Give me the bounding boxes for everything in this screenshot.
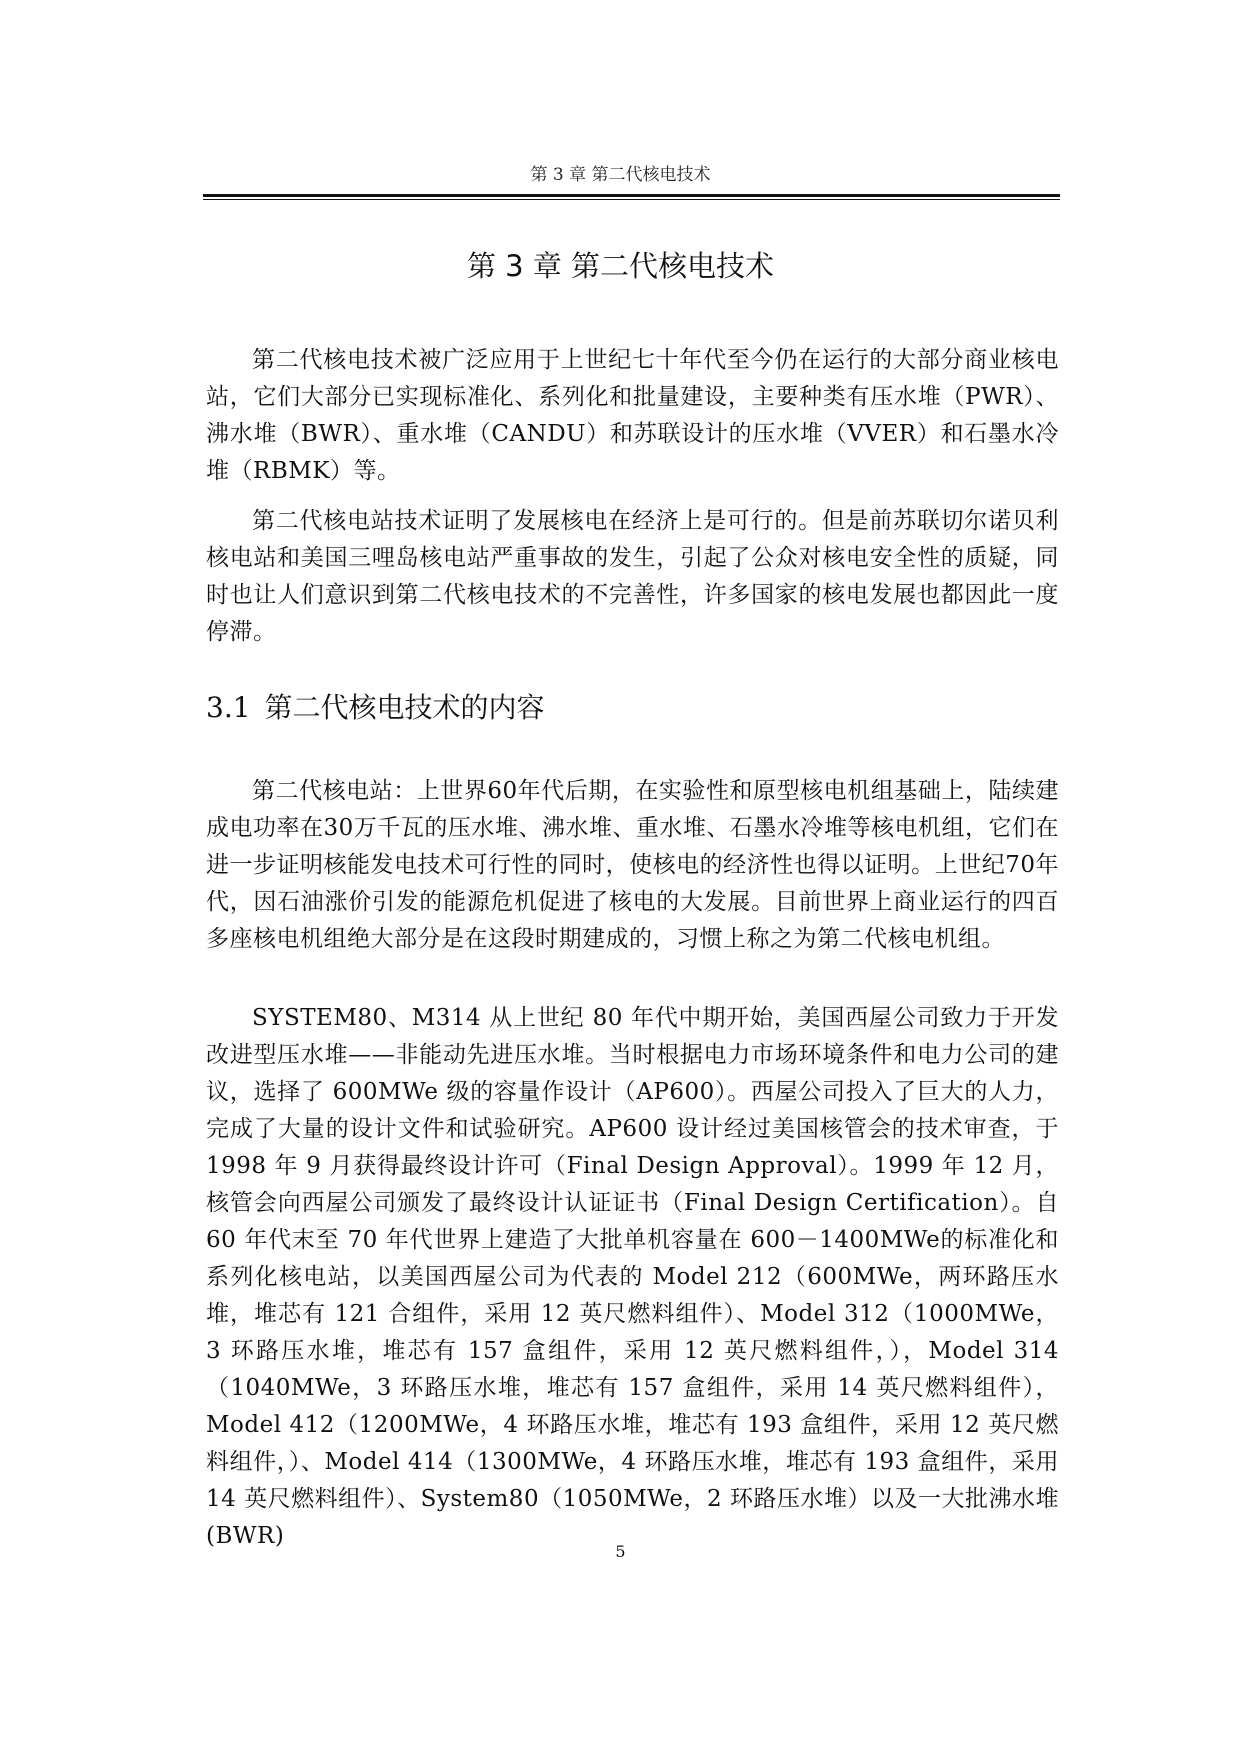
header-rule-thin [203, 199, 1060, 200]
paragraph-intro: 第二代核电技术被广泛应用于上世纪七十年代至今仍在运行的大部分商业核电站，它们大部分已实现标准化、系列化和批量建设，主要种类有压水堆（PWR）、沸水堆（BWR）、重水堆（CANDU）和苏联设计的压水堆（VVER）和石墨水冷堆（RBMK）等。 [206, 347, 1059, 484]
paragraph-safety: 第二代核电站技术证明了发展核电在经济上是可行的。但是前苏联切尔诺贝利核电站和美国三哩岛核电站严重事故的发生，引起了公众对核电安全性的质疑，同时也让人们意识到第二代核电技术的不完善性，许多国家的核电发展也都因此一度停滞。 [206, 508, 1059, 645]
running-header: 第 3 章 第二代核电技术 [530, 165, 711, 185]
section-heading [206, 690, 545, 726]
paragraph-models: SYSTEM80、M314 从上世纪 80 年代中期开始，美国西屋公司致力于开发改进型压水堆——非能动先进压水堆。当时根据电力市场环境条件和电力公司的建议，选择了 600MWe 级的容量作设计（AP600）。西屋公司投入了巨大的人力，完成了大量的设计文件和试验研究。AP600 设计经过美国核管会的技术审查，于 1998 年 9 月获得最终设计许可（Final Design Approval）。1999 年 12 月，核管会向西屋公司颁发了最终设计认证证书（Final Design Certification）。自 60 年代末至 70 年代世界上建造了大批单机容量在 600－1400MWe的标准化和系列化核电站，以美国西屋公司为代表的 Model 212（600MWe，两环路压水堆，堆芯有 121 合组件，采用 12 英尺燃料组件）、Model 312（1000MWe，3 环路压水堆，堆芯有 157 盒组件，采用 12 英尺燃料组件，），Model 314（1040MWe，3 环路压水堆，堆芯有 157 盒组件，采用 14 英尺燃料组件），Model 412（1200MWe，4 环路压水堆，堆芯有 193 盒组件，采用 12 英尺燃料组件，）、Model 414（1300MWe，4 环路压水堆，堆芯有 193 盒组件，采用 14 英尺燃料组件）、System80（1050MWe，2 环路压水堆）以及一大批沸水堆(BWR) [206, 1005, 1059, 1549]
paragraph-second-gen: 第二代核电站：上世界60年代后期，在实验性和原型核电机组基础上，陆续建成电功率在30万千瓦的压水堆、沸水堆、重水堆、石墨水冷堆等核电机组，它们在进一步证明核能发电技术可行性的同时，使核电的经济性也得以证明。上世纪70年代，因石油涨价引发的能源危机促进了核电的大发展。目前世界上商业运行的四百多座核电机组绝大部分是在这段时期建成的，习惯上称之为第二代核电机组。 [206, 778, 1059, 952]
chapter-title: 第 3 章 第二代核电技术 [466, 249, 775, 283]
section-title: 第二代核电技术的内容 [264, 691, 545, 724]
header-rule-thick [203, 194, 1060, 197]
section-number: 3.1 [206, 691, 251, 724]
page-number: 5 [615, 1542, 626, 1561]
